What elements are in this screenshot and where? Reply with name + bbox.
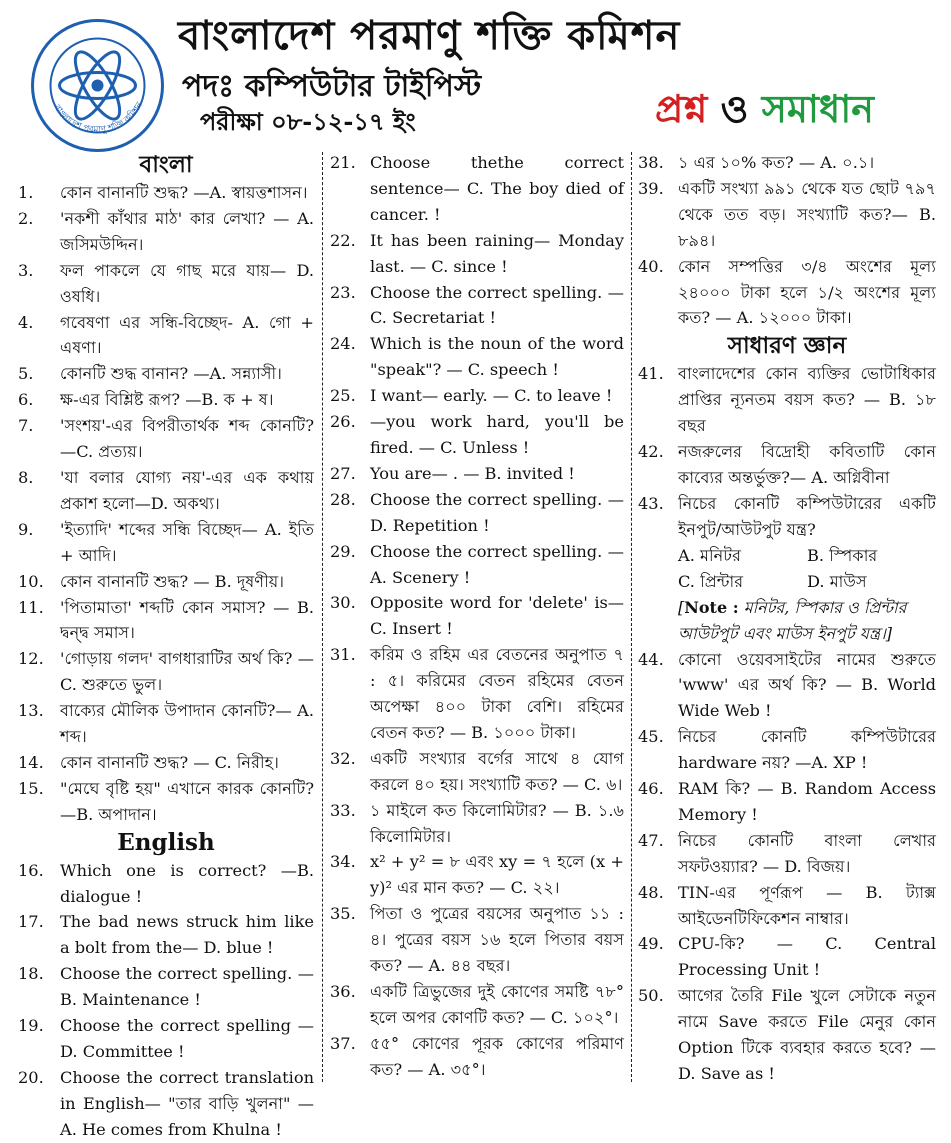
question-item [330,487,624,539]
question-item [638,150,936,176]
question-number: 31. [330,645,356,665]
question-number: 4. [18,312,34,332]
question-text: করিম ও রহিম এর বেতনের অনুপাত ৭ : ৫। করিমের বেতন রহিমের বেতন অপেক্ষা ৪০০ টাকা বেশি। রহিমের বেতন কত? — B. ১০০০ টাকা। [370,645,624,742]
question-item [330,1031,624,1083]
question-item [330,383,624,409]
question-text: একটি ত্রিভুজের দুই কোণের সমষ্টি ৭৮° হলে অপর কোণটি কত? — C. ১০২°। [370,982,624,1027]
question-text: "মেঘে বৃষ্টি হয়" এখানে কারক কোনটি? —B. অপাদান। [60,778,314,824]
question-item [330,849,624,901]
question-text: Choose the correct spelling — D. Committee ! [60,1016,314,1061]
question-number: 10. [18,571,44,591]
question-text: বাংলাদেশের কোন ব্যক্তির ভোটাধিকার প্রাপ্তির ন্যূনতম বয়স কত? — B. ১৮ বছর [678,364,936,436]
question-text: আগের তৈরি File খুলে সেটাকে নতুন নামে Save করতে File মেনুর কোন Option টিকে ব্যবহার করতে হবে? — D. Save as ! [678,986,936,1083]
question-list [18,180,314,828]
exam-date: পরীক্ষা ০৮-১২-১৭ ইং [200,107,416,136]
question-text: নিচের কোনটি বাংলা লেখার সফটওয়্যার? — D. বিজয়। [678,830,936,876]
question-text: কোন সম্পত্তির ৩/৪ অংশের মূল্য ২৪০০০ টাকা হলে ১/২ অংশের মূল্য কত? — A. ১২০০০ টাকা। [678,256,936,328]
question-item [638,176,936,254]
question-number: 12. [18,649,44,669]
question-item [18,310,314,362]
question-number: 19. [18,1016,44,1036]
column-divider [631,152,632,1082]
section-heading-bangla: বাংলা [139,151,193,178]
question-number: 41. [638,364,664,384]
question-number: 13. [18,701,44,721]
column-1 [18,150,314,1143]
question-item [330,746,624,798]
question-number: 32. [330,748,356,768]
question-text: কোনটি শুদ্ধ বানান? —A. সন্ন্যাসী। [60,364,282,384]
question-text: কোন বানানটি শুদ্ধ? — B. দূষণীয়। [60,571,285,591]
question-item [638,828,936,880]
question-list [638,647,936,1087]
question-text: It has been raining— Monday last. — C. since ! [370,230,624,276]
question-text: Choose the correct translation in English— "তার বাড়ি খুলনা" — A. He comes from Khulna ! [60,1067,314,1139]
question-item [330,901,624,979]
question-item [330,642,624,746]
question-number: 50. [638,986,664,1006]
question-item [330,331,624,383]
question-item [18,413,314,465]
question-list [638,361,936,542]
question-item [18,909,314,961]
question-item [330,280,624,332]
question-text: Choose thethe correct sentence— C. The boy died of cancer. ! [370,153,624,224]
question-number: 29. [330,541,356,561]
question-item [638,983,936,1087]
question-number: 45. [638,727,664,747]
question-item [638,491,936,543]
question-number: 23. [330,282,356,302]
question-text: একটি সংখ্যা ৯৯১ থেকে যত ছোট ৭৯৭ থেকে তত বড়। সংখ্যাটি কত?— B. ৮৯৪। [678,178,936,250]
question-item [18,569,314,595]
question-number: 26. [330,412,356,432]
question-item [330,150,624,228]
question-number: 21. [330,153,356,172]
question-text: The bad news struck him like a bolt from the— D. blue ! [60,912,314,958]
question-text: Choose the correct spelling. — A. Scenery ! [370,541,624,587]
question-item [18,698,314,750]
q43-note: [Note : মনিটর, স্পিকার ও প্রিন্টার আউটপুট এবং মাউস ইনপুট যন্ত্র।] [678,597,907,643]
question-item [18,1013,314,1065]
question-text: x² + y² = ৮ এবং xy = ৭ হলে (x + y)² এর মান কত? — C. ২২। [370,852,624,898]
question-item [18,750,314,776]
question-text: ৫৫° কোণের পূরক কোণের পরিমাণ কত? — A. ৩৫°। [370,1033,624,1079]
question-item [18,1065,314,1143]
question-text: 'ইত্যাদি' শব্দের সন্ধি বিচ্ছেদ— A. ইতি + আদি। [60,519,314,565]
question-number: 2. [18,208,34,228]
question-item [18,646,314,698]
question-item [18,180,314,206]
note-text: মনিটর, স্পিকার ও প্রিন্টার আউটপুট এবং মাউস ইনপুট যন্ত্র। [678,597,907,643]
question-text: ক্ষ-এর বিশ্লিষ্ট রূপ? —B. ক + ষ। [60,390,274,410]
question-number: 18. [18,964,44,984]
question-text: 'সংশয়'-এর বিপরীতার্থক শব্দ কোনটি? —C. প্রত্যয়। [60,416,314,462]
question-number: 37. [330,1033,356,1053]
question-number: 6. [18,390,34,410]
question-text: TIN-এর পূর্ণরূপ — B. ট্যাক্স আইডেনটিফিকেশন নাম্বার। [678,882,936,928]
question-text: বাক্যের মৌলিক উপাদান কোনটি?— A. শব্দ। [60,701,314,747]
question-number: 14. [18,752,44,772]
question-text: Choose the correct spelling. — D. Repetition ! [370,489,624,535]
question-list [330,150,624,1083]
question-text: নজরুলের বিদ্রোহী কবিতাটি কোন কাব্যের অন্তর্ভুক্ত?— A. অগ্নিবীনা [678,442,936,487]
question-number: 35. [330,904,356,924]
question-item [330,539,624,591]
question-text: নিচের কোনটি কম্পিউটারের hardware নয়? —A. XP ! [678,727,936,773]
column-3 [638,150,936,1087]
question-text: RAM কি? — B. Random Access Memory ! [678,779,936,824]
question-text: I want— early. — C. to leave ! [370,386,613,406]
question-item [18,387,314,413]
option: D. মাউস [807,571,867,591]
question-text: কোনো ওয়েবসাইটের নামের শুরুতে 'www' এর অর্থ কি? — B. World Wide Web ! [678,649,936,721]
question-number: 47. [638,830,664,850]
question-number: 39. [638,178,664,198]
question-number: 28. [330,489,356,509]
question-item [330,590,624,642]
question-number: 15. [18,778,44,798]
question-number: 3. [18,260,34,280]
question-number: 49. [638,934,664,954]
question-text: ফল পাকলে যে গাছ মরে যায়— D. ওষধি। [60,260,314,306]
question-number: 27. [330,463,356,483]
question-number: 9. [18,519,34,539]
question-text: নিচের কোনটি কম্পিউটারের একটি ইনপুট/আউটপুট যন্ত্র? [678,493,936,539]
question-item [330,979,624,1031]
post-title: পদঃ কম্পিউটার টাইপিস্ট [182,69,482,104]
question-item [18,517,314,569]
q43-options [638,543,936,595]
question-label: প্রশ্ন [655,86,708,131]
section-heading-english: English [117,828,215,856]
question-text: গবেষণা এর সন্ধি-বিচ্ছেদ- A. গো + এষণা। [60,312,314,358]
question-number: 7. [18,416,34,436]
question-item [638,724,936,776]
question-item [638,439,936,491]
organization-title: বাংলাদেশ পরমাণু শক্তি কমিশন [178,12,681,59]
question-list [18,858,314,1143]
question-number: 48. [638,882,664,902]
and-label: ও [720,86,749,131]
question-list [638,150,936,331]
question-item [18,361,314,387]
question-number: 33. [330,800,356,820]
question-and-solution-heading [655,80,874,144]
question-number: 8. [18,467,34,487]
question-number: 38. [638,153,664,172]
column-divider [322,152,323,1082]
question-number: 30. [330,593,356,613]
question-text: ১ মাইলে কত কিলোমিটার? — B. ১.৬ কিলোমিটার। [370,800,624,846]
question-text: Choose the correct spelling. — B. Maintenance ! [60,964,314,1010]
question-number: 16. [18,860,44,880]
question-item [638,361,936,439]
question-number: 42. [638,442,664,462]
note-label: Note : [684,597,739,617]
question-item [330,461,624,487]
question-item [330,228,624,280]
question-item [18,258,314,310]
section-heading-general-knowledge: সাধারণ জ্ঞান [727,332,847,360]
question-item [18,465,314,517]
svg-text:বাংলাদেশ পরমাণু শক্তি কমিশন: বাংলাদেশ পরমাণু শক্তি কমিশন [51,100,146,136]
question-text: Which is the noun of the word "speak"? — C. speech ! [370,334,624,380]
question-item [638,931,936,983]
column-2 [330,150,624,1083]
question-number: 1. [18,183,34,202]
question-text: Which one is correct? —B. dialogue ! [60,860,314,906]
option: C. প্রিন্টার [678,571,744,591]
question-text: কোন বানানটি শুদ্ধ? — C. নিরীহ। [60,752,279,772]
question-text: 'পিতামাতা' শব্দটি কোন সমাস? — B. দ্বন্দ্ব সমাস। [60,597,314,643]
option: B. স্পিকার [807,545,878,565]
question-text: একটি সংখ্যার বর্গের সাথে ৪ যোগ করলে ৪০ হয়। সংখ্যাটি কত? — C. ৬। [370,748,624,794]
question-number: 34. [330,852,356,872]
question-item [638,647,936,725]
question-number: 5. [18,364,34,384]
question-number: 43. [638,493,664,513]
question-text: 'নকশী কাঁথার মাঠ' কার লেখা? — A. জসিমউদ্দিন। [60,208,314,254]
question-number: 20. [18,1067,44,1087]
question-item [638,254,936,332]
question-number: 46. [638,779,664,799]
question-item [638,880,936,932]
question-number: 25. [330,386,356,406]
question-text: Opposite word for 'delete' is— C. Insert ! [370,593,624,639]
question-item [18,595,314,647]
question-number: 36. [330,982,356,1001]
question-text: You are— . — B. invited ! [370,463,575,483]
option: A. মনিটর [678,545,741,565]
question-text: —you work hard, you'll be fired. — C. Unless ! [370,412,624,457]
atomic-energy-commission-seal [30,18,165,153]
question-item [330,798,624,850]
question-item [638,776,936,828]
question-number: 11. [18,597,44,617]
question-item [18,776,314,828]
question-item [18,961,314,1013]
question-item [18,858,314,910]
question-text: CPU-কি? — C. Central Processing Unit ! [678,934,936,980]
question-number: 24. [330,334,356,354]
question-number: 44. [638,649,664,669]
question-item [18,206,314,258]
question-number: 17. [18,912,44,932]
question-text: Choose the correct spelling. — C. Secretariat ! [370,282,624,328]
solution-label: সমাধান [761,86,874,131]
question-number: 22. [330,230,356,250]
question-number: 40. [638,256,664,276]
question-item [330,409,624,461]
question-text: ১ এর ১০% কত? — A. ০.১। [678,153,875,172]
question-text: 'যা বলার যোগ্য নয়'-এর এক কথায় প্রকাশ হলো—D. অকথ্য। [60,467,314,513]
question-text: কোন বানানটি শুদ্ধ? —A. স্বায়ত্তশাসন। [60,183,308,202]
question-text: 'গোড়ায় গলদ' বাগধারাটির অর্থ কি? — C. শুরুতে ভুল। [60,649,314,695]
question-text: পিতা ও পুত্রের বয়সের অনুপাত ১১ : ৪। পুত্রের বয়স ১৬ হলে পিতার বয়স কত? — A. ৪৪ বছর। [370,904,624,976]
